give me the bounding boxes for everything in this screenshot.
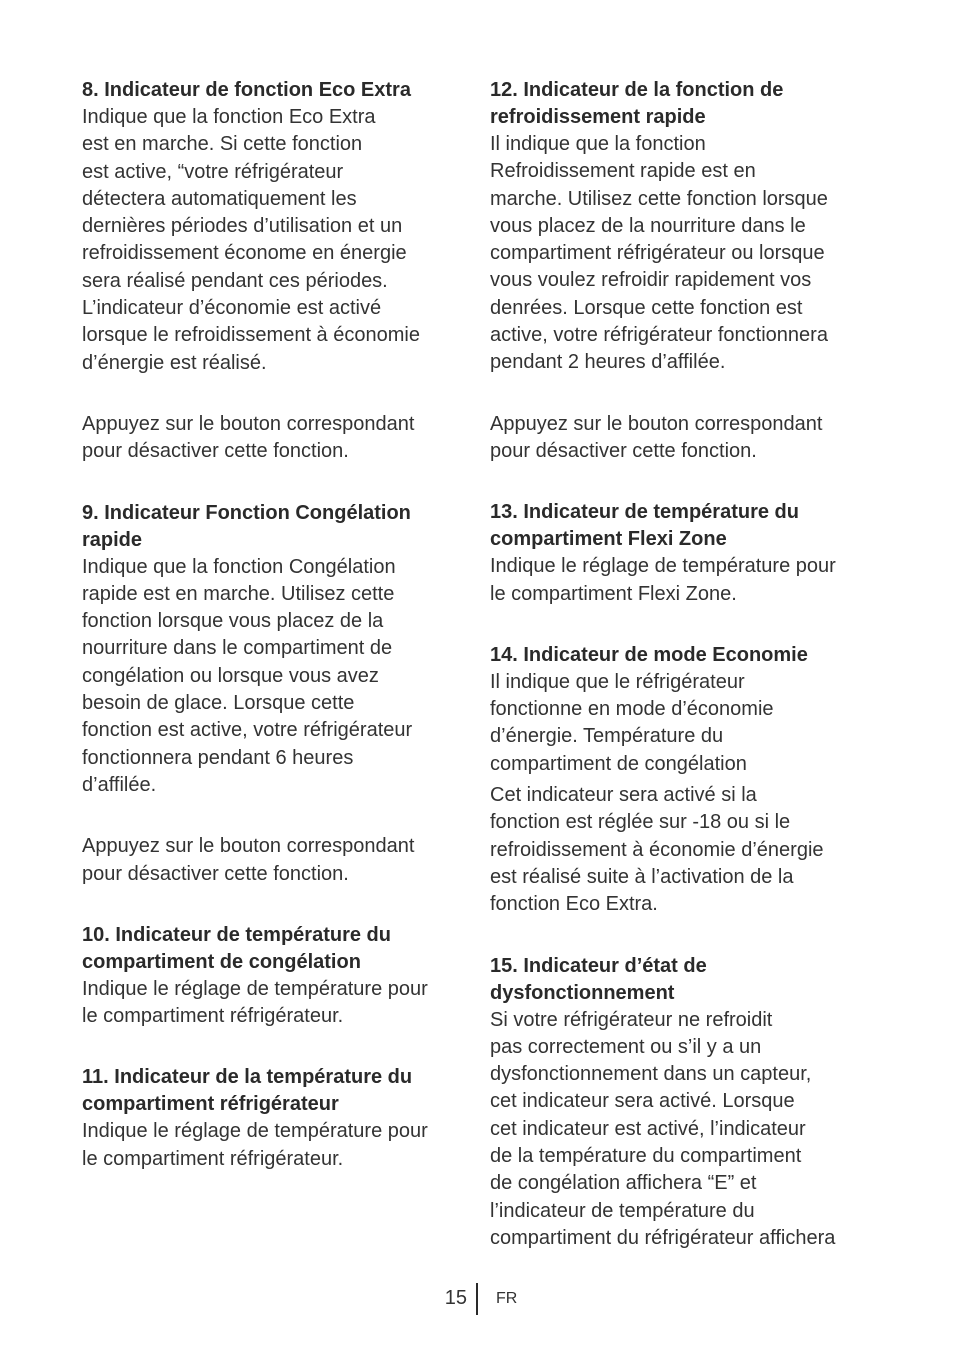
- section-note: Appuyez sur le bouton correspondant pour désactiver cette fonction.: [82, 835, 415, 885]
- language-code: FR: [496, 1290, 518, 1307]
- section-body: Indique le réglage de température pour le compartiment réfrigérateur.: [82, 1120, 428, 1170]
- section-heading: 15. Indicateur d’état de dysfonctionnement: [490, 954, 707, 1004]
- section-body: Indique que la fonction Congélation rapide est en marche. Utilisez cette fonction lorsque vous placez de la nourriture dans le compartiment de congélation ou lorsque vous avez besoin de glace. Lorsque cette fonction est active, votre réfrigérateur fonctionnera pendant 6 heures d’affilée.: [82, 555, 413, 796]
- section-heading: 8. Indicateur de fonction Eco Extra: [82, 79, 411, 101]
- section-body: Indique le réglage de température pour le compartiment Flexi Zone.: [490, 555, 836, 605]
- section-note: Appuyez sur le bouton correspondant pour désactiver cette fonction.: [82, 412, 415, 463]
- section-13-flexi-zone-temp: [490, 499, 885, 608]
- section-heading: 13. Indicateur de température du compartiment Flexi Zone: [490, 501, 799, 551]
- section-body: Indique le réglage de température pour le compartiment réfrigérateur.: [82, 977, 428, 1028]
- section-14-economy-mode: [490, 642, 885, 919]
- section-9-quick-freeze: [82, 500, 472, 888]
- section-10-freezer-temp: [82, 922, 472, 1031]
- section-heading: 12. Indicateur de la fonction de refroidissement rapide: [490, 79, 784, 128]
- section-body-continued: Cet indicateur sera activé si la fonction est réglée sur -18 ou si le refroidissement à économie d’énergie est réalisé suite à l’activation de la fonction Eco Extra.: [490, 784, 824, 916]
- section-heading: 10. Indicateur de température du compartiment de congélation: [82, 923, 391, 973]
- left-column: [82, 77, 472, 1173]
- section-heading: 9. Indicateur Fonction Congélation rapide: [82, 501, 411, 551]
- section-body: Il indique que le réfrigérateur fonctionne en mode d’économie d’énergie. Température du compartiment de congélation: [490, 670, 774, 775]
- section-heading: 14. Indicateur de mode Economie: [490, 643, 808, 666]
- section-body: Il indique que la fonction Refroidissement rapide est en marche. Utilisez cette fonction lorsque vous placez de la nourriture dans le compartiment réfrigérateur ou lorsque vous voulez refroidir rapidement vos denrées. Lorsque cette fonction est active, votre réfrigérateur fonctionnera pendant 2 heures d’affilée.: [490, 133, 828, 374]
- section-body: Si votre réfrigérateur ne refroidit pas correctement ou s’il y a un dysfonctionnement dans un capteur, cet indicateur sera activé. Lorsque cet indicateur est activé, l’indicateur de la température du compartiment de congélation affichera “E” et l’indicateur de température du compartiment du réfrigérateur affichera: [490, 1008, 836, 1249]
- section-15-malfunction: [490, 953, 885, 1253]
- section-11-fridge-temp: [82, 1064, 472, 1173]
- right-column: [490, 77, 885, 1252]
- section-12-quick-cool: [490, 77, 885, 465]
- page-footer: [0, 1283, 954, 1315]
- page-number: 15: [444, 1287, 467, 1309]
- section-note: Appuyez sur le bouton correspondant pour désactiver cette fonction.: [490, 412, 823, 462]
- footer-divider: [476, 1283, 478, 1315]
- section-heading: 11. Indicateur de la température du compartiment réfrigérateur: [82, 1066, 413, 1116]
- section-body: Indique que la fonction Eco Extra est en marche. Si cette fonction est active, “votre réfrigérateur détectera automatiquement les dernières périodes d’utilisation et un refroidissement économe en énergie sera réalisé pendant ces périodes. L’indicateur d’économie est activé lorsque le refroidissement à économie d’énergie est réalisé.: [82, 106, 420, 374]
- section-8-eco-extra: [82, 77, 472, 466]
